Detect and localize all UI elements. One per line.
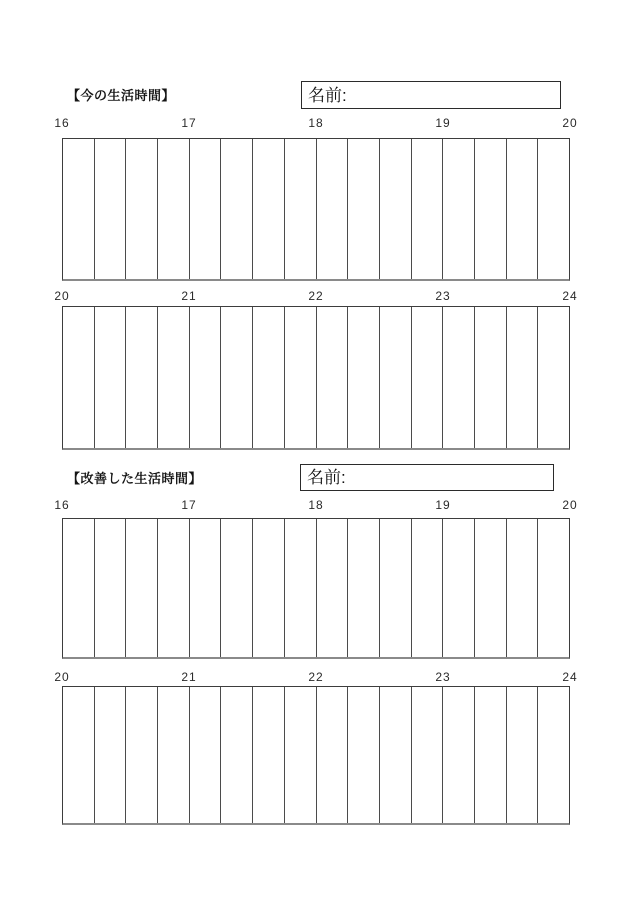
quarter-hour-cell[interactable] bbox=[380, 687, 412, 823]
quarter-hour-cell[interactable] bbox=[412, 519, 444, 657]
hour-tick-label: 21 bbox=[181, 289, 197, 303]
quarter-hour-cell[interactable] bbox=[348, 139, 380, 279]
quarter-hour-cell[interactable] bbox=[317, 519, 349, 657]
quarter-hour-cell[interactable] bbox=[412, 307, 444, 448]
hour-tick-label: 18 bbox=[308, 116, 324, 130]
quarter-hour-cell[interactable] bbox=[507, 687, 539, 823]
quarter-hour-cell[interactable] bbox=[348, 687, 380, 823]
quarter-hour-cell[interactable] bbox=[221, 519, 253, 657]
quarter-hour-cell[interactable] bbox=[443, 307, 475, 448]
hour-scale-20-24 bbox=[54, 670, 578, 684]
hour-tick-label: 22 bbox=[308, 289, 324, 303]
quarter-hour-cell[interactable] bbox=[63, 307, 95, 448]
name-field-box[interactable] bbox=[300, 464, 554, 491]
quarter-hour-cell[interactable] bbox=[158, 519, 190, 657]
quarter-hour-cell[interactable] bbox=[412, 687, 444, 823]
quarter-hour-cell[interactable] bbox=[538, 687, 569, 823]
quarter-hour-cell[interactable] bbox=[443, 519, 475, 657]
quarter-hour-cell[interactable] bbox=[95, 519, 127, 657]
quarter-hour-cell[interactable] bbox=[538, 139, 569, 279]
hour-tick-label: 20 bbox=[54, 670, 70, 684]
quarter-hour-cell[interactable] bbox=[190, 307, 222, 448]
hour-tick-label: 24 bbox=[562, 289, 578, 303]
quarter-hour-cell[interactable] bbox=[317, 687, 349, 823]
name-input-area[interactable] bbox=[346, 465, 553, 490]
time-grid-20-24 bbox=[62, 306, 570, 450]
name-label: 名前: bbox=[307, 468, 346, 487]
quarter-hour-cell[interactable] bbox=[158, 687, 190, 823]
quarter-hour-cell[interactable] bbox=[126, 687, 158, 823]
quarter-hour-cell[interactable] bbox=[190, 519, 222, 657]
quarter-hour-cell[interactable] bbox=[190, 687, 222, 823]
hour-tick-label: 21 bbox=[181, 670, 197, 684]
quarter-hour-cell[interactable] bbox=[63, 139, 95, 279]
quarter-hour-cell[interactable] bbox=[253, 139, 285, 279]
quarter-hour-cell[interactable] bbox=[190, 139, 222, 279]
quarter-hour-cell[interactable] bbox=[507, 519, 539, 657]
time-grid-16-20 bbox=[62, 138, 570, 281]
quarter-hour-cell[interactable] bbox=[253, 687, 285, 823]
quarter-hour-cell[interactable] bbox=[63, 519, 95, 657]
quarter-hour-cell[interactable] bbox=[126, 307, 158, 448]
hour-tick-label: 20 bbox=[562, 498, 578, 512]
quarter-hour-cell[interactable] bbox=[507, 139, 539, 279]
quarter-hour-cell[interactable] bbox=[443, 139, 475, 279]
quarter-hour-cell[interactable] bbox=[126, 519, 158, 657]
quarter-hour-cell[interactable] bbox=[412, 139, 444, 279]
quarter-hour-cell[interactable] bbox=[285, 687, 317, 823]
hour-tick-label: 22 bbox=[308, 670, 324, 684]
quarter-hour-cell[interactable] bbox=[380, 519, 412, 657]
hour-tick-label: 23 bbox=[435, 670, 451, 684]
quarter-hour-cell[interactable] bbox=[285, 519, 317, 657]
hour-tick-label: 20 bbox=[54, 289, 70, 303]
hour-tick-label: 19 bbox=[435, 498, 451, 512]
hour-tick-label: 23 bbox=[435, 289, 451, 303]
hour-tick-label: 20 bbox=[562, 116, 578, 130]
section-title-improved-schedule: 【改善した生活時間】 bbox=[67, 471, 203, 486]
quarter-hour-cell[interactable] bbox=[475, 519, 507, 657]
name-label: 名前: bbox=[308, 85, 347, 105]
hour-tick-label: 17 bbox=[181, 498, 197, 512]
quarter-hour-cell[interactable] bbox=[95, 139, 127, 279]
quarter-hour-cell[interactable] bbox=[63, 687, 95, 823]
quarter-hour-cell[interactable] bbox=[538, 307, 569, 448]
quarter-hour-cell[interactable] bbox=[475, 307, 507, 448]
quarter-hour-cell[interactable] bbox=[253, 307, 285, 448]
quarter-hour-cell[interactable] bbox=[95, 687, 127, 823]
quarter-hour-cell[interactable] bbox=[221, 687, 253, 823]
hour-tick-label: 24 bbox=[562, 670, 578, 684]
time-grid-20-24 bbox=[62, 686, 570, 825]
hour-scale-16-20 bbox=[54, 498, 578, 512]
quarter-hour-cell[interactable] bbox=[285, 139, 317, 279]
quarter-hour-cell[interactable] bbox=[317, 307, 349, 448]
quarter-hour-cell[interactable] bbox=[380, 307, 412, 448]
section-title-current-schedule: 【今の生活時間】 bbox=[67, 88, 176, 103]
quarter-hour-cell[interactable] bbox=[221, 307, 253, 448]
time-grid-16-20 bbox=[62, 518, 570, 659]
quarter-hour-cell[interactable] bbox=[380, 139, 412, 279]
hour-tick-label: 16 bbox=[54, 498, 70, 512]
quarter-hour-cell[interactable] bbox=[158, 139, 190, 279]
hour-tick-label: 19 bbox=[435, 116, 451, 130]
quarter-hour-cell[interactable] bbox=[475, 139, 507, 279]
quarter-hour-cell[interactable] bbox=[126, 139, 158, 279]
hour-scale-20-24 bbox=[54, 289, 578, 303]
quarter-hour-cell[interactable] bbox=[475, 687, 507, 823]
hour-tick-label: 16 bbox=[54, 116, 70, 130]
quarter-hour-cell[interactable] bbox=[158, 307, 190, 448]
quarter-hour-cell[interactable] bbox=[95, 307, 127, 448]
hour-tick-label: 17 bbox=[181, 116, 197, 130]
hour-scale-16-20 bbox=[54, 116, 578, 130]
quarter-hour-cell[interactable] bbox=[285, 307, 317, 448]
quarter-hour-cell[interactable] bbox=[348, 519, 380, 657]
quarter-hour-cell[interactable] bbox=[348, 307, 380, 448]
quarter-hour-cell[interactable] bbox=[538, 519, 569, 657]
name-field-box[interactable] bbox=[301, 81, 561, 109]
quarter-hour-cell[interactable] bbox=[507, 307, 539, 448]
quarter-hour-cell[interactable] bbox=[221, 139, 253, 279]
quarter-hour-cell[interactable] bbox=[317, 139, 349, 279]
quarter-hour-cell[interactable] bbox=[253, 519, 285, 657]
quarter-hour-cell[interactable] bbox=[443, 687, 475, 823]
name-input-area[interactable] bbox=[347, 82, 560, 108]
hour-tick-label: 18 bbox=[308, 498, 324, 512]
